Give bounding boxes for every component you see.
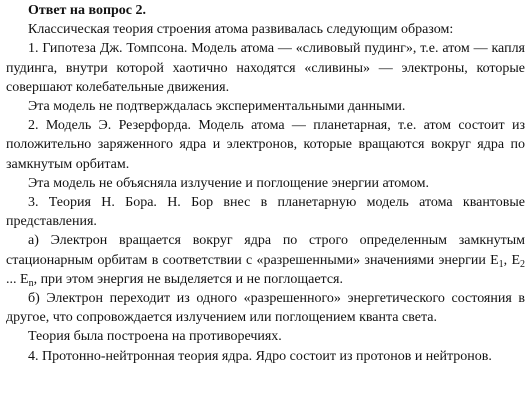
energy-subscript-1: 1 <box>498 258 504 270</box>
energy-subscript-2: 2 <box>520 258 525 270</box>
bohr-postulate-b: б) Электрон переходит из одного «разрешенного» энергетического состояния в другое, что сопровождается излучением или поглощением кванта света. <box>6 291 525 326</box>
thomson-hypothesis-paragraph: 1. Гипотеза Дж. Томпсона. Модель атома — «сливовый пудинг», т.е. атом — капля пудинга, внутри которой хаотично находятся «сливины» — электроны, которые совершают колебательные движения. <box>6 41 525 95</box>
thomson-note: Эта модель не подтверждалась экспериментальными данными. <box>28 99 406 115</box>
bohr-note: Теория была построена на противоречиях. <box>28 329 282 345</box>
rutherford-note: Эта модель не объясняла излучение и поглощение энергии атомом. <box>28 175 429 191</box>
energy-separator: , E <box>503 252 520 268</box>
proton-neutron-theory-paragraph: 4. Протонно-нейтронная теория ядра. Ядро состоит из протонов и нейтронов. <box>28 348 492 364</box>
bohr-theory-paragraph: 3. Теория Н. Бора. Н. Бор внес в планетарную модель атома квантовые представления. <box>6 195 525 230</box>
answer-heading: Ответ на вопрос 2. <box>28 3 147 18</box>
rutherford-model-paragraph: 2. Модель Э. Резерфорда. Модель атома — планетарная, т.е. атом состоит из положительно заряженного ядра и электронов, которые вращаются вокруг ядра по замкнутым орбитам. <box>6 118 525 172</box>
energy-subscript-n: n <box>28 277 34 289</box>
bohr-postulate-a <box>6 231 525 289</box>
intro-paragraph: Классическая теория строения атома развивалась следующим образом: <box>28 22 454 38</box>
postulate-a-ending: , при этом энергия не выделяется и не поглощается. <box>33 271 343 287</box>
postulate-a-text: а) Электрон вращается вокруг ядра по строго определенным замкнутым стационарным орбитам в соответствии с «разрешенными» значениями энергии E <box>6 233 525 268</box>
energy-ellipsis: ... E <box>6 271 29 287</box>
